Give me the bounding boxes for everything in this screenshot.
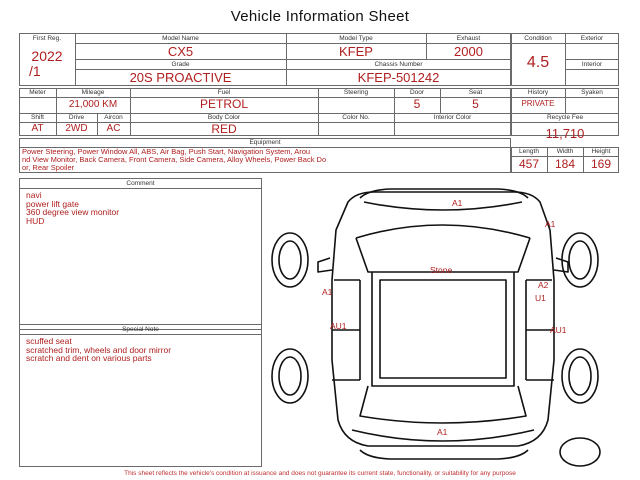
damage-mark: A1: [452, 198, 463, 208]
drive-value: 2WD: [65, 123, 88, 134]
damage-mark: U1: [535, 293, 546, 303]
fuel-label: Fuel: [217, 89, 231, 96]
aircon-value: AC: [106, 123, 121, 134]
sheet-title: Vehicle Information Sheet: [230, 8, 410, 25]
seat-value: 5: [472, 97, 479, 111]
special-note-line: scratched trim, wheels and door mirror: [26, 344, 172, 355]
body-color-value: RED: [211, 122, 237, 136]
special-note-line: scratch and dent on various parts: [26, 353, 152, 364]
chassis-value: KFEP-501242: [357, 70, 440, 85]
height-value: 169: [590, 157, 612, 171]
chassis-label: Chassis Number: [374, 61, 423, 68]
mileage-value: 21,000 KM: [68, 99, 118, 110]
spare-wheel: [560, 438, 600, 466]
exhaust-value: 2000: [454, 44, 483, 59]
drive-label: Drive: [68, 114, 85, 121]
condition-value: 4.5: [526, 54, 550, 71]
special-note-label: Special Note: [122, 326, 159, 333]
equipment-line: Power Steering, Power Window All, ABS, Air Bag, Push Start, Navigation System, Arou: [22, 147, 311, 156]
condition-label: Condition: [524, 35, 552, 42]
history-value: PRIVATE: [521, 99, 555, 108]
model-name-label: Model Name: [162, 35, 199, 42]
equipment-label: Equipment: [249, 139, 281, 146]
first-reg-year: 2022: [31, 48, 63, 64]
special-note-line: scuffed seat: [26, 336, 72, 346]
length-label: Length: [519, 148, 539, 155]
comment-label: Comment: [126, 180, 155, 187]
first-reg-value: [19, 49, 75, 79]
door-value: 5: [413, 97, 421, 111]
model-name-value: CX5: [167, 44, 194, 59]
disclaimer-footer: This sheet reflects the vehicle's condition at issuance and does not guarantee its current state, functionality, or suitability for any purpose: [124, 470, 516, 477]
damage-mark: AU1: [330, 321, 347, 331]
damage-mark: A1: [437, 427, 448, 437]
roof: [372, 272, 514, 386]
exhaust-label: Exhaust: [456, 35, 481, 42]
meter-label: Meter: [29, 89, 46, 96]
comment-list: [26, 191, 119, 225]
exterior-label: Exterior: [580, 35, 604, 42]
damage-mark: A2: [538, 280, 549, 290]
car-body-outline: [332, 192, 554, 446]
model-type-label: Model Type: [339, 35, 373, 42]
shift-value: AT: [31, 123, 44, 134]
comment-line: power lift gate: [26, 198, 79, 209]
door-label: Door: [409, 89, 425, 96]
steering-label: Steering: [343, 89, 369, 96]
special-note-list: [26, 337, 171, 363]
damage-mark: Stone: [430, 265, 453, 275]
body-color-label: Body Color: [207, 114, 241, 121]
shift-label: Shift: [30, 114, 44, 121]
equipment-line: nd View Monitor, Back Camera, Front Camera, Side Camera, Alloy Wheels, Power Back Do: [22, 155, 327, 164]
damage-mark: A1: [545, 219, 556, 229]
first-reg-month: /1: [29, 63, 41, 79]
rear-window: [360, 386, 526, 423]
car-damage-diagram: [268, 180, 616, 468]
hood-edge: [364, 202, 522, 210]
syaken-label: Syaken: [581, 89, 603, 96]
equipment-line: or, Rear Spoiler: [22, 163, 75, 172]
history-label: History: [527, 89, 549, 96]
rear-bumper: [360, 450, 528, 459]
left-mirror: [318, 258, 332, 272]
grade-label: Grade: [171, 61, 190, 68]
interior-label: Interior: [581, 61, 603, 68]
recycle-fee-value: 11,710: [545, 126, 585, 141]
length-value: 457: [518, 157, 540, 171]
model-type-value: KFEP: [339, 44, 373, 59]
width-label: Width: [556, 148, 574, 155]
right-mirror: [554, 258, 568, 272]
height-label: Height: [591, 148, 611, 155]
interior-color-label: Interior Color: [433, 114, 472, 121]
mileage-label: Mileage: [81, 89, 105, 96]
aircon-label: Aircon: [104, 114, 123, 121]
damage-mark: AU1: [550, 325, 567, 335]
damage-mark: A1: [322, 287, 333, 297]
recycle-fee-label: Recycle Fee: [546, 114, 584, 121]
color-no-label: Color No.: [342, 114, 370, 121]
seat-label: Seat: [468, 89, 483, 96]
front-bumper: [360, 189, 528, 198]
first-reg-label: First Reg.: [32, 35, 62, 42]
comment-line: navi: [26, 190, 42, 200]
comment-line: HUD: [26, 215, 45, 226]
width-value: 184: [554, 157, 576, 171]
fuel-value: PETROL: [199, 97, 248, 111]
comment-line: 360 degree view monitor: [26, 207, 120, 218]
grade-value: 20S PROACTIVE: [129, 70, 232, 85]
